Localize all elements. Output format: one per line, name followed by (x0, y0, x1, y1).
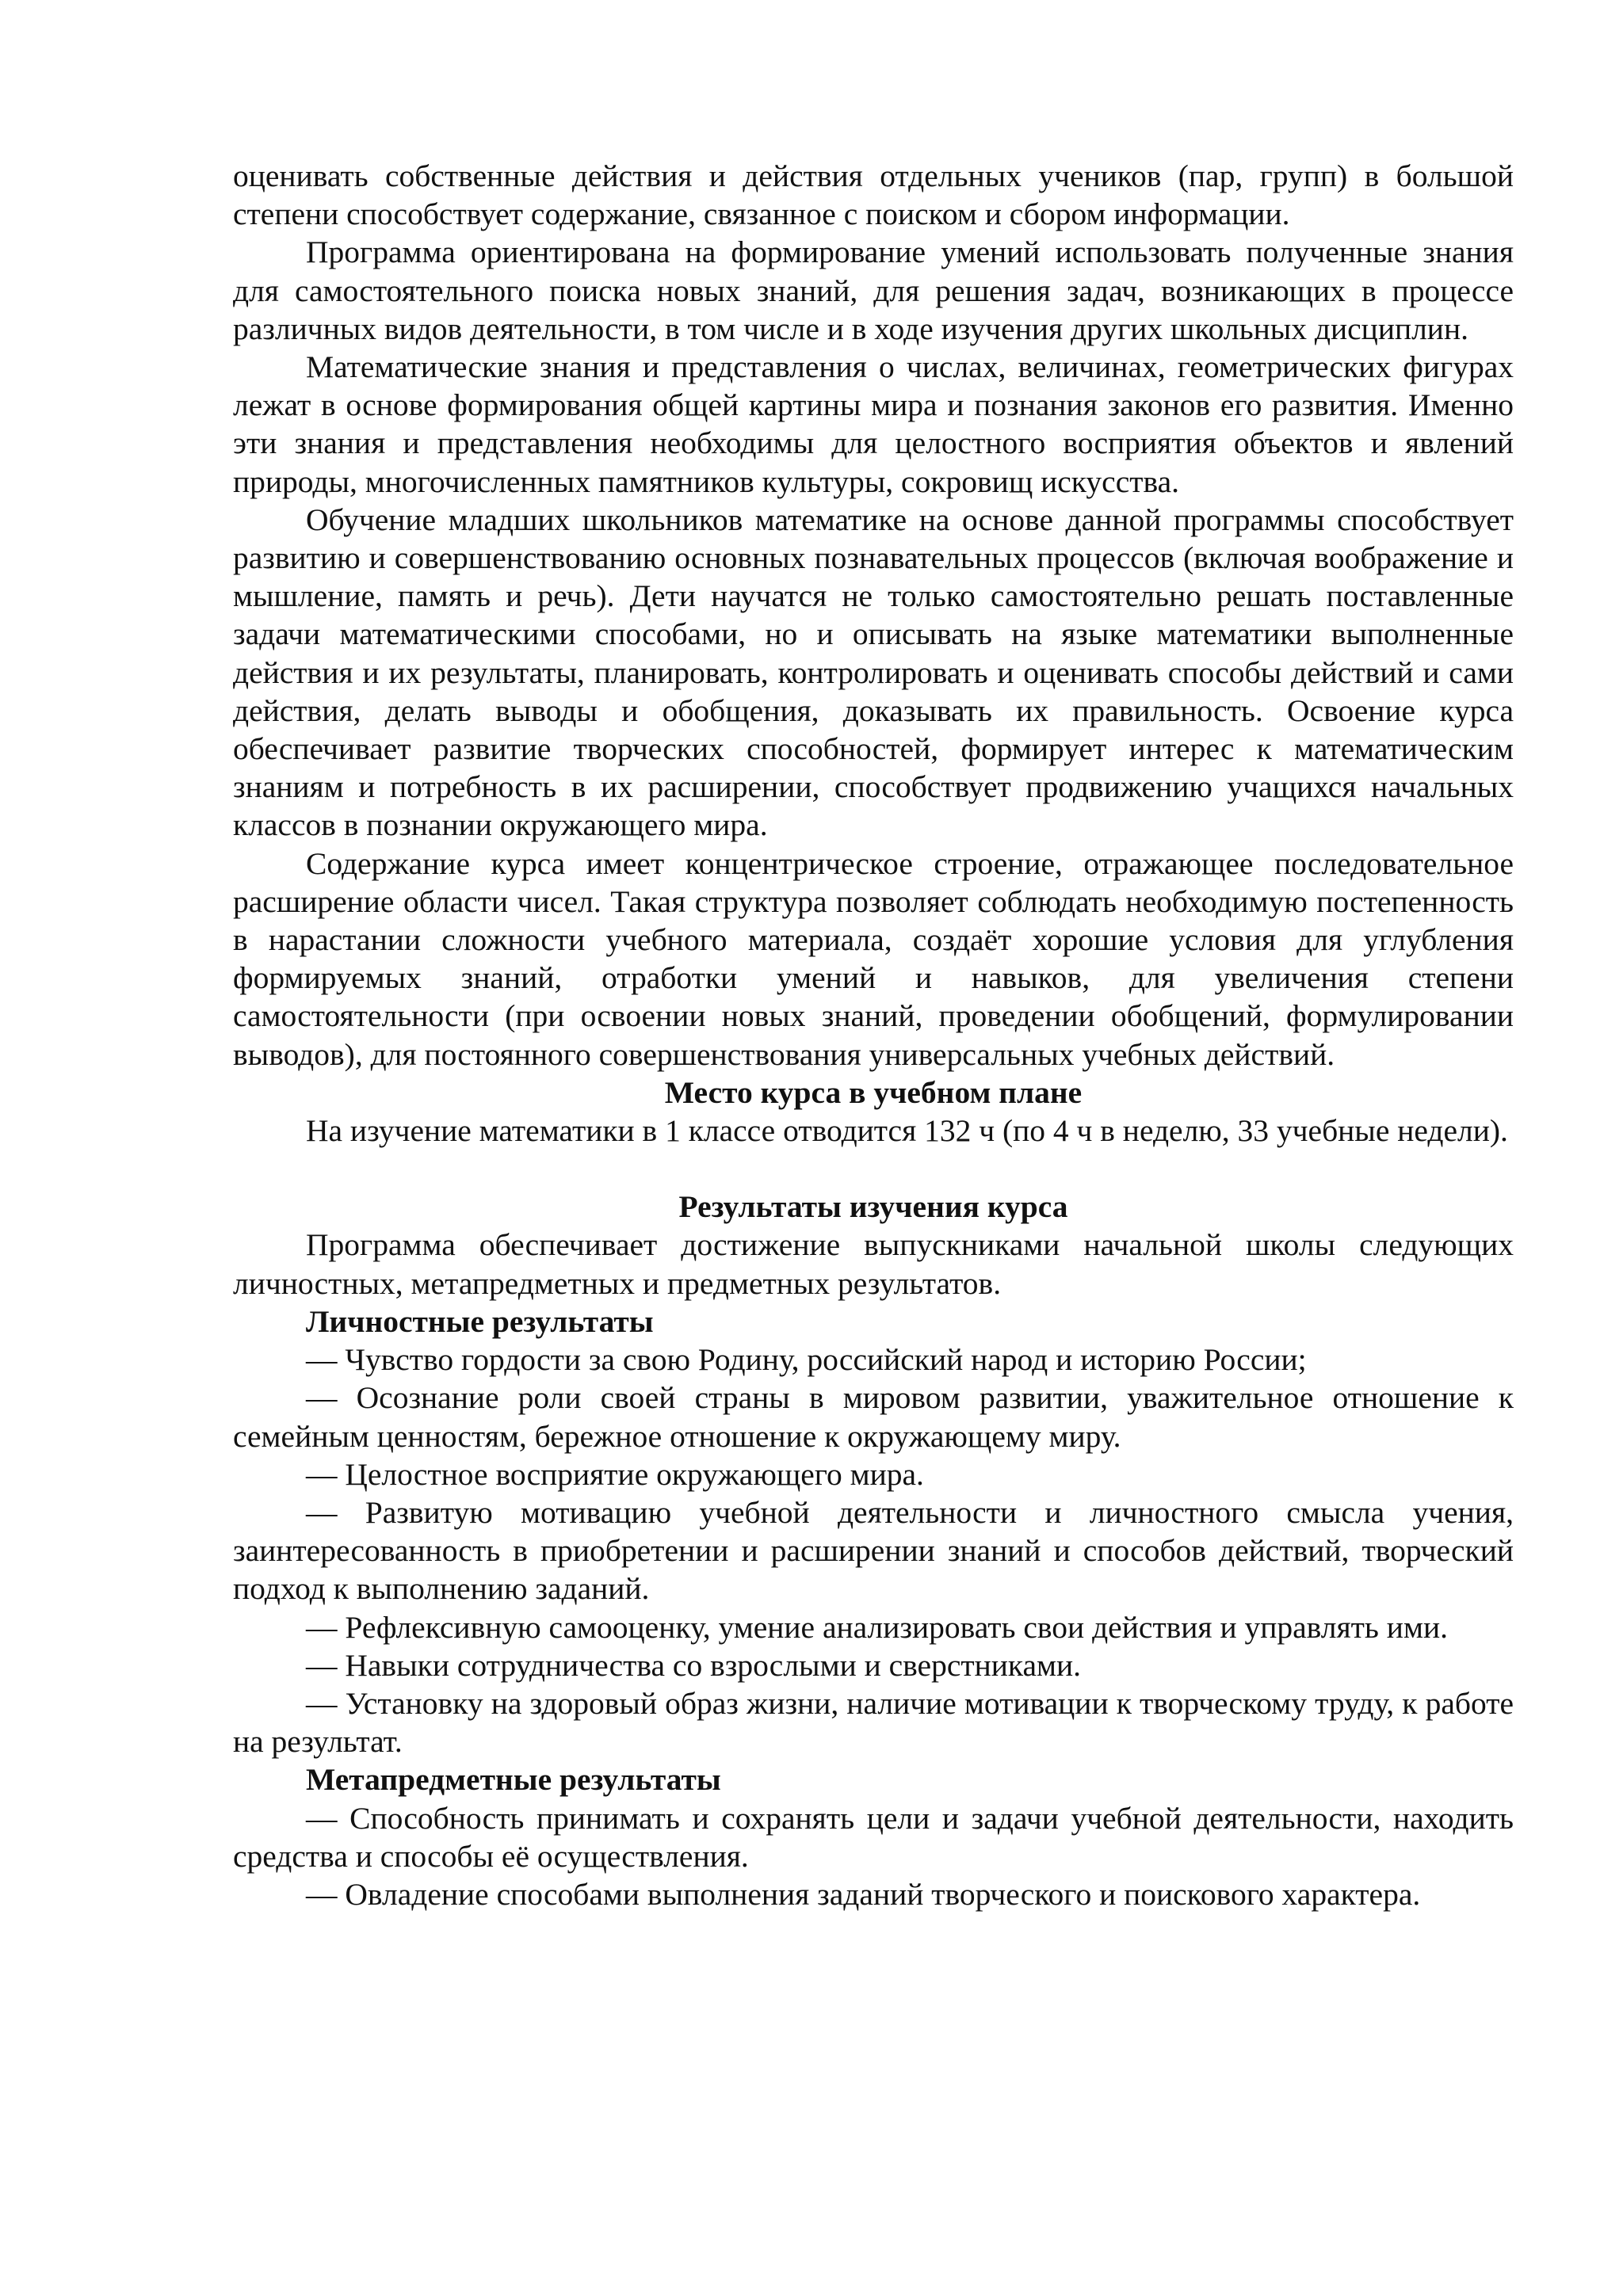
paragraph-learning-benefits: Обучение младших школьников математике на основе данной программы способствует развитию и совершенствованию основных познавательных процессов (включая воображение и мышление, память и речь). Дети научатся не только самостоятельно решать поставленные задачи математическими способами, но и описывать на языке математики выполненные действия и их результаты, планировать, контролировать и оценивать способы действий и сами действия, делать выводы и обобщения, доказывать их правильность. Освоение курса обеспечивает развитие творческих способностей, формирует интерес к математическим знаниям и потребность в их расширении, способствует продвижению учащихся начальных классов в познании окружающего мира. (233, 502, 1514, 843)
paragraph-course-hours: На изучение математики в 1 классе отводится 132 ч (по 4 ч в неделю, 33 учебные недели). (306, 1113, 1508, 1149)
paragraph-program-orientation: Программа ориентирована на формирование умений использовать полученные знания для самостоятельного поиска новых знаний, для решения задач, возникающих в процессе различных видов деятельности, в том числе и в ходе изучения других школьных дисциплин. (233, 235, 1514, 346)
list-item-personal: — Навыки сотрудничества со взрослыми и сверстниками. (306, 1647, 1082, 1683)
paragraph-continuation: оценивать собственные действия и действия отдельных учеников (пар, групп) в большой степени способствует содержание, связанное с поиском и сбором информации. (233, 158, 1514, 232)
document-page (233, 157, 1514, 1913)
list-item-personal: — Осознание роли своей страны в мировом развитии, уважительное отношение к семейным ценностям, бережное отношение к окружающему миру. (233, 1380, 1514, 1454)
paragraph-course-structure: Содержание курса имеет концентрическое строение, отражающее последовательное расширение области чисел. Такая структура позволяет соблюдать необходимую постепенность в нарастании сложности учебного материала, создаёт хорошие условия для углубления формируемых знаний, отработки умений и навыков, для увеличения степени самостоятельности (при освоении новых знаний, проведении обобщений, формулировании выводов), для постоянного совершенствования универсальных учебных действий. (233, 845, 1514, 1072)
list-item-meta: — Овладение способами выполнения заданий творческого и поискового характера. (306, 1876, 1421, 1912)
list-item-meta: — Способность принимать и сохранять цели и задачи учебной деятельности, находить средства и способы её осуществления. (233, 1800, 1514, 1874)
list-item-personal: — Чувство гордости за свою Родину, российский народ и историю России; (306, 1342, 1307, 1378)
list-item-personal: — Развитую мотивацию учебной деятельности и личностного смысла учения, заинтересованность в приобретении и расширении знаний и способов действий, творческий подход к выполнению заданий. (233, 1494, 1514, 1607)
paragraph-results-intro: Программа обеспечивает достижение выпускниками начальной школы следующих личностных, метапредметных и предметных результатов. (233, 1227, 1514, 1301)
subheading-meta-results: Метапредметные результаты (306, 1762, 721, 1798)
subheading-personal-results: Личностные результаты (306, 1303, 654, 1339)
heading-course-place: Место курса в учебном плане (664, 1074, 1083, 1110)
list-item-personal: — Установку на здоровый образ жизни, наличие мотивации к творческому труду, к работе на результат. (233, 1685, 1514, 1760)
spacer (233, 1150, 1514, 1188)
list-item-personal: — Рефлексивную самооценку, умение анализировать свои действия и управлять ими. (306, 1609, 1448, 1645)
paragraph-math-knowledge: Математические знания и представления о числах, величинах, геометрических фигурах лежат в основе формирования общей картины мира и познания законов его развития. Именно эти знания и представления необходимы для целостного восприятия объектов и явлений природы, многочисленных памятников культуры, сокровищ искусства. (233, 349, 1514, 499)
heading-course-results: Результаты изучения курса (678, 1189, 1068, 1225)
list-item-personal: — Целостное восприятие окружающего мира. (306, 1456, 924, 1492)
